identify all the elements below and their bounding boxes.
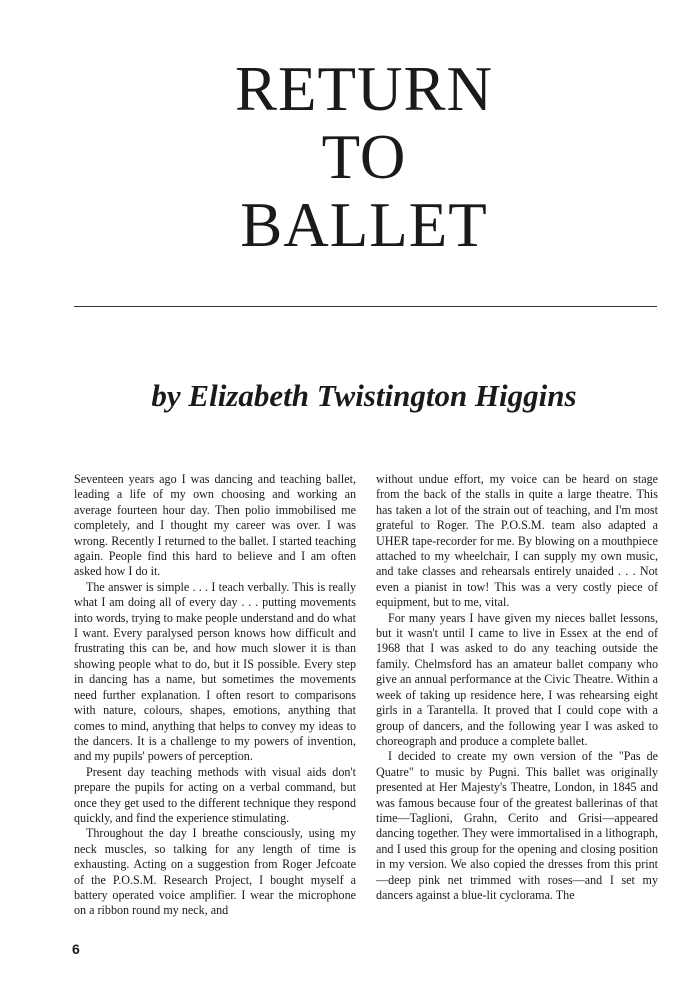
paragraph: Present day teaching methods with visual aids don't prepare the pupils for acting on a verbal command, but once they get used to the different technique they respond quickly, and find the experience stimulating. [74,764,356,825]
title-line-1: RETURN [235,54,493,124]
paragraph: The answer is simple . . . I teach verbally. This is really what I am doing all of every day . . . putting movements into words, trying to make people understand and do what I want. Every paralysed person knows how difficult and frustrating this can be, and how much slower it is than showing people what to do, but it IS possible. Every step in dancing has a name, but sometimes the movements need further explanation. I often resort to comparisons with nature, colours, shapes, emotions, anything that comes to mind, anything that helps to convey my ideas to the dancers. It is a challenge to my powers of invention, and my pupils' powers of perception. [74,579,356,764]
paragraph: Seventeen years ago I was dancing and teaching ballet, leading a life of my own choosing and working an average fourteen hour day. Then polio immobilised me completely, and I thought my career was over. I was wrong. Recently I returned to the ballet. I started teaching again. People find this hard to believe and I am often asked how I do it. [74,472,356,579]
title-line-2: TO [321,122,407,192]
paragraph: For many years I have given my nieces ballet lessons, but it wasn't until I came to live in Essex at the end of 1968 that I was asked to do any teaching outside the family. Chelmsford has an amateur ballet company who give an annual performance at the Civic Theatre. Within a week of taking up residence here, I was rehearsing eight girls in a Tarantella. It proved that I could cope with a group of dancers, and the following year I was asked to choreograph and produce a complete ballet. [376,610,658,748]
page-number: 6 [72,941,80,957]
author-byline: by Elizabeth Twistington Higgins [151,378,577,413]
paragraph: Throughout the day I breathe consciously, using my neck muscles, so talking for any length of time is exhausting. Acting on a suggestion from Roger Jefcoate of the P.O.S.M. Research Project, I bought myself a battery operated voice amplifier. I wear the microphone on a ribbon round my neck, and [74,826,356,918]
title-divider [74,306,657,307]
paragraph: without undue effort, my voice can be heard on stage from the back of the stalls in quite a large theatre. This has taken a lot of the strain out of teaching, and I'm most grateful to Roger. The P.O.S.M. team also adapted a UHER tape-recorder for me. By blowing on a mouthpiece attached to my wheelchair, I can supply my own music, and take classes and rehearsals entirely unaided . . . Not even a pianist in tow! This was a very costly piece of equipment, but to me, vital. [376,472,658,610]
left-column [74,472,356,919]
right-column [376,472,658,903]
paragraph: I decided to create my own version of the "Pas de Quatre" to music by Pugni. This ballet was originally presented at Her Majesty's Theatre, London, in 1845 and was famous because four of the greatest ballerinas of that time—Taglioni, Grahn, Cerito and Grisi—appeared dancing together. They were immortalised in a lithograph, and I used this group for the opening and closing position in my version. We also copied the dresses from this print—deep pink net trimmed with roses—and I set my dancers against a blue-lit cyclorama. The [376,749,658,902]
title-line-3: BALLET [240,190,488,260]
